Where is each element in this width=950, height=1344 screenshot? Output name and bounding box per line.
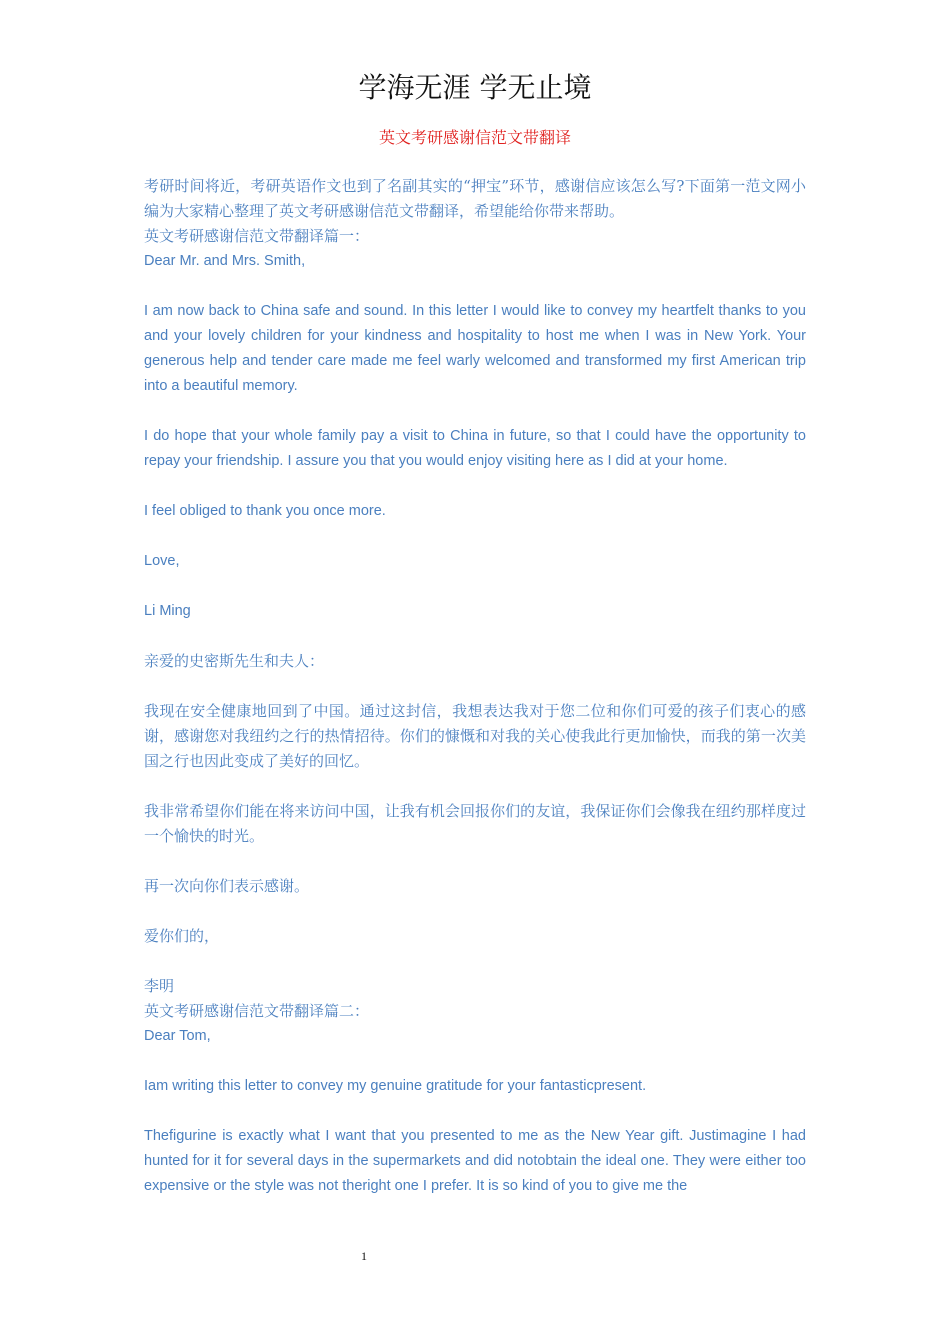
spacer [144, 624, 806, 649]
document-subtitle: 英文考研感谢信范文带翻译 [378, 128, 571, 147]
spacer [144, 674, 806, 699]
translation1-salutation: 亲爱的史密斯先生和夫人： [144, 652, 325, 670]
page-number: 1 [361, 1249, 367, 1263]
spacer [144, 949, 806, 974]
letter1-signature: Li Ming [144, 603, 191, 619]
document-body [144, 174, 806, 1199]
intro-paragraph: 考研时间将近，考研英语作文也到了名副其实的“押宝”环节，感谢信应该怎么写?下面第一范文网小编为大家精心整理了英文考研感谢信范文带翻译，希望能给你带来帮助。 [144, 177, 806, 220]
spacer [144, 574, 806, 599]
spacer [144, 774, 806, 799]
letter2-paragraph-1: Iam writing this letter to convey my genuine gratitude for your fantasticpresent. [144, 1078, 647, 1094]
spacer [144, 399, 806, 424]
translation1-signature: 李明 [144, 977, 175, 995]
letter2-salutation: Dear Tom, [144, 1028, 211, 1044]
translation1-paragraph-3: 再一次向你们表示感谢。 [144, 877, 310, 895]
spacer [144, 899, 806, 924]
letter2-paragraph-2: Thefigurine is exactly what I want that you presented to me as the New Year gift. Justimagine I had hunted for it for several days in the supermarkets and did notobtain the ideal one. They were either too expensive or the style was not theright one I prefer. It is so kind of you to give me the [144, 1128, 806, 1194]
section-heading-2: 英文考研感谢信范文带翻译篇二： [144, 1002, 370, 1020]
spacer [144, 274, 806, 299]
page-title: 学海无涯 学无止境 [358, 71, 592, 104]
spacer [144, 474, 806, 499]
translation1-paragraph-2: 我非常希望你们能在将来访问中国，让我有机会回报你们的友谊，我保证你们会像我在纽约那样度过一个愉快的时光。 [144, 802, 806, 845]
spacer [144, 1049, 806, 1074]
spacer [144, 524, 806, 549]
letter1-closing: Love, [144, 553, 180, 569]
letter1-paragraph-2: I do hope that your whole family pay a visit to China in future, so that I could have the opportunity to repay your friendship. I assure you that you would enjoy visiting here as I did at your home. [144, 428, 806, 469]
spacer [144, 1099, 806, 1124]
translation1-paragraph-1: 我现在安全健康地回到了中国。通过这封信，我想表达我对于您二位和你们可爱的孩子们衷心的感谢，感谢您对我纽约之行的热情招待。你们的慷慨和对我的关心使我此行更加愉快，而我的第一次美国之行也因此变成了美好的回忆。 [144, 702, 806, 770]
translation1-closing: 爱你们的， [144, 927, 220, 945]
spacer [144, 849, 806, 874]
letter1-paragraph-3: I feel obliged to thank you once more. [144, 503, 386, 519]
letter1-salutation: Dear Mr. and Mrs. Smith, [144, 253, 306, 269]
section-heading-1: 英文考研感谢信范文带翻译篇一： [144, 227, 370, 245]
letter1-paragraph-1: I am now back to China safe and sound. In this letter I would like to convey my heartfelt thanks to you and your lovely children for your kindness and hospitality to host me when I was in New York. Your generous help and tender care made me feel warly welcomed and transformed my first American trip into a beautiful memory. [144, 303, 806, 394]
